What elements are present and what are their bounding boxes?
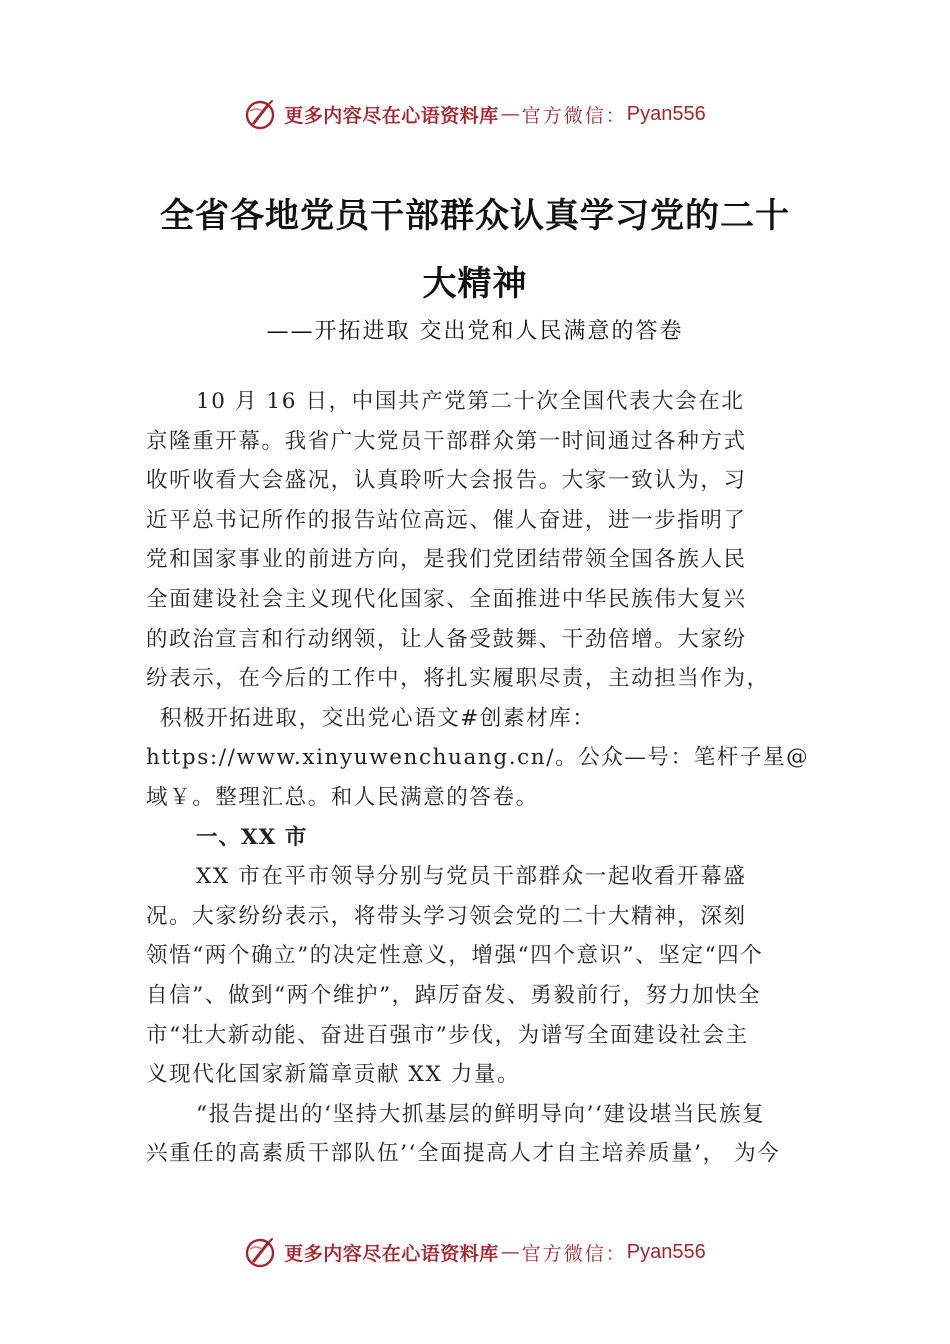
body-line: 自信”、做到“两个维护”，踔厉奋发、勇毅前行，努力加快全: [146, 982, 762, 1008]
body-line-url: https://www.xinyuwenchuang.cn/。公众—号：笔杆子星@: [146, 745, 810, 771]
body-line: 况。大家纷纷表示，将带头学习领会党的二十大精神，深刻: [146, 903, 747, 929]
body-line: 纷表示，在今后的工作中，将扎实履职尽责，主动担当作为，: [146, 666, 770, 692]
body-line: 京隆重开幕。我省广大党员干部群众第一时间通过各种方式: [146, 428, 747, 454]
body-line: 领悟“两个确立”的决定性意义，增强“四个意识”、坚定“四个: [146, 943, 764, 969]
document-title-line-1: 全省各地党员干部群众认真学习党的二十: [160, 196, 790, 236]
banner-wechat-id: Pyan556: [626, 102, 706, 125]
body-line: XX 市在平市领导分别与党员干部群众一起收看开幕盛: [196, 864, 747, 890]
banner-wechat-id: Pyan556: [626, 1240, 706, 1263]
footer-watermark-banner: [0, 1232, 950, 1272]
banner-separator: —: [500, 1241, 520, 1263]
brush-logo-icon: [244, 97, 278, 131]
body-line: 近平总书记所作的报告站位高远、催人奋进，进一步指明了: [146, 507, 747, 533]
body-line: 党和国家事业的前进方向，是我们党团结带领全国各族人民: [146, 547, 747, 573]
body-line: 兴重任的高素质干部队伍’‘全面提高人才自主培养质量’， 为今: [146, 1141, 781, 1167]
document-title-line-2: 大精神: [422, 264, 528, 304]
body-line: 域￥。整理汇总。和人民满意的答卷。: [146, 784, 539, 810]
banner-label: 官方微信：: [521, 1242, 627, 1265]
brush-logo-icon: [244, 1235, 278, 1269]
body-line: “报告提出的‘坚持大抓基层的鲜明导向’‘建设堪当民族复: [196, 1101, 766, 1127]
body-line: 义现代化国家新篇章贡献 XX 力量。: [146, 1062, 521, 1088]
banner-label: 官方微信：: [521, 104, 627, 127]
body-line: 10 月 16 日，中国共产党第二十次全国代表大会在北: [196, 389, 745, 414]
banner-text: 更多内容尽在心语资料库: [284, 1242, 499, 1265]
section-heading: 一、XX 市: [196, 824, 308, 850]
body-line: 的政治宣言和行动纲领，让人备受鼓舞、干劲倍增。大家纷: [146, 626, 747, 652]
banner-text: 更多内容尽在心语资料库: [284, 104, 499, 127]
document-subtitle: ——开拓进取 交出党和人民满意的答卷: [266, 319, 684, 344]
header-watermark-banner: [0, 94, 950, 134]
body-line: 市“壮大新动能、奋进百强市”步伐，为谱写全面建设社会主: [146, 1022, 749, 1048]
body-line: 收听收看大会盛况，认真聆听大会报告。大家一致认为，习: [146, 468, 747, 494]
document-body: [146, 382, 816, 1174]
body-line: 全面建设社会主义现代化国家、全面推进中华民族伟大复兴: [146, 586, 747, 612]
banner-separator: —: [500, 103, 520, 125]
body-line: 积极开拓进取，交出党心语文#创素材库：: [160, 705, 596, 731]
